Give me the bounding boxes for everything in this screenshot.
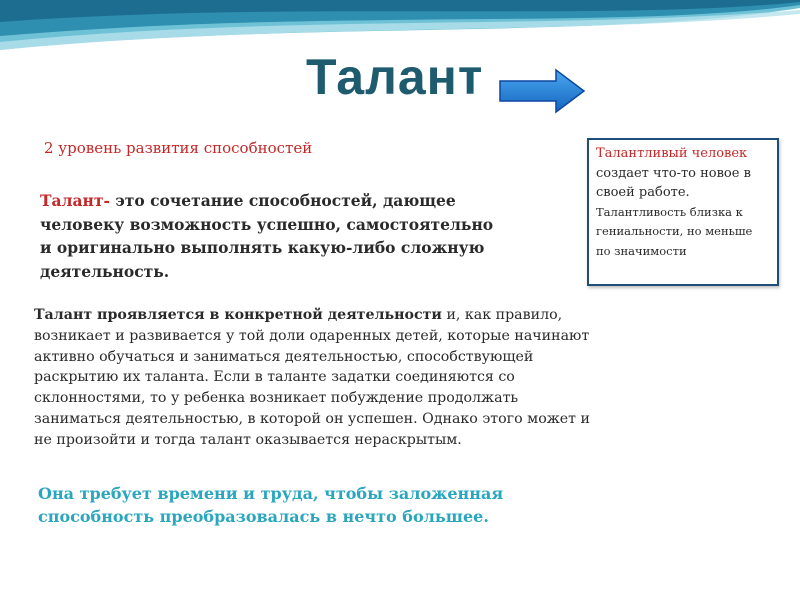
level-subtitle: 2 уровень развития способностей	[44, 139, 313, 157]
talent-sidebox	[587, 138, 779, 286]
paragraph-bold: Талант проявляется в конкретной деятельности	[34, 307, 442, 323]
sidebox-text: создает что-то новое в своей работе.	[596, 165, 751, 200]
sidebox-red: Талантливый человек	[596, 146, 748, 161]
definition-term: Талант-	[40, 191, 110, 210]
talent-definition	[40, 189, 510, 283]
paragraph-text: и, как правило, возникает и развивается у той доли одаренных детей, которые начинают активно обучаться и заниматься деятельностью, способствующей раскрытию их таланта. Если в таланте задатки соединяются со склонностями, то у ребенка возникает побуждение продолжать заниматься деятельностью, в которой он успешен. Однако этого может и не произойти и тогда талант оказывается нераскрытым.	[34, 307, 590, 448]
conclusion-text: Она требует времени и труда, чтобы заложенная способность преобразовалась в нечто большее.	[38, 484, 504, 526]
page-title: Талант	[306, 49, 484, 105]
talent-paragraph	[34, 305, 594, 451]
definition-text: это сочетание способностей, дающее человеку возможность успешно, самостоятельно и оригинально выполнять какую-либо сложную деятельность.	[40, 191, 494, 281]
right-arrow-icon	[498, 68, 586, 114]
sidebox-small: Талантливость близка к гениальности, но меньше по значимости	[596, 204, 753, 258]
